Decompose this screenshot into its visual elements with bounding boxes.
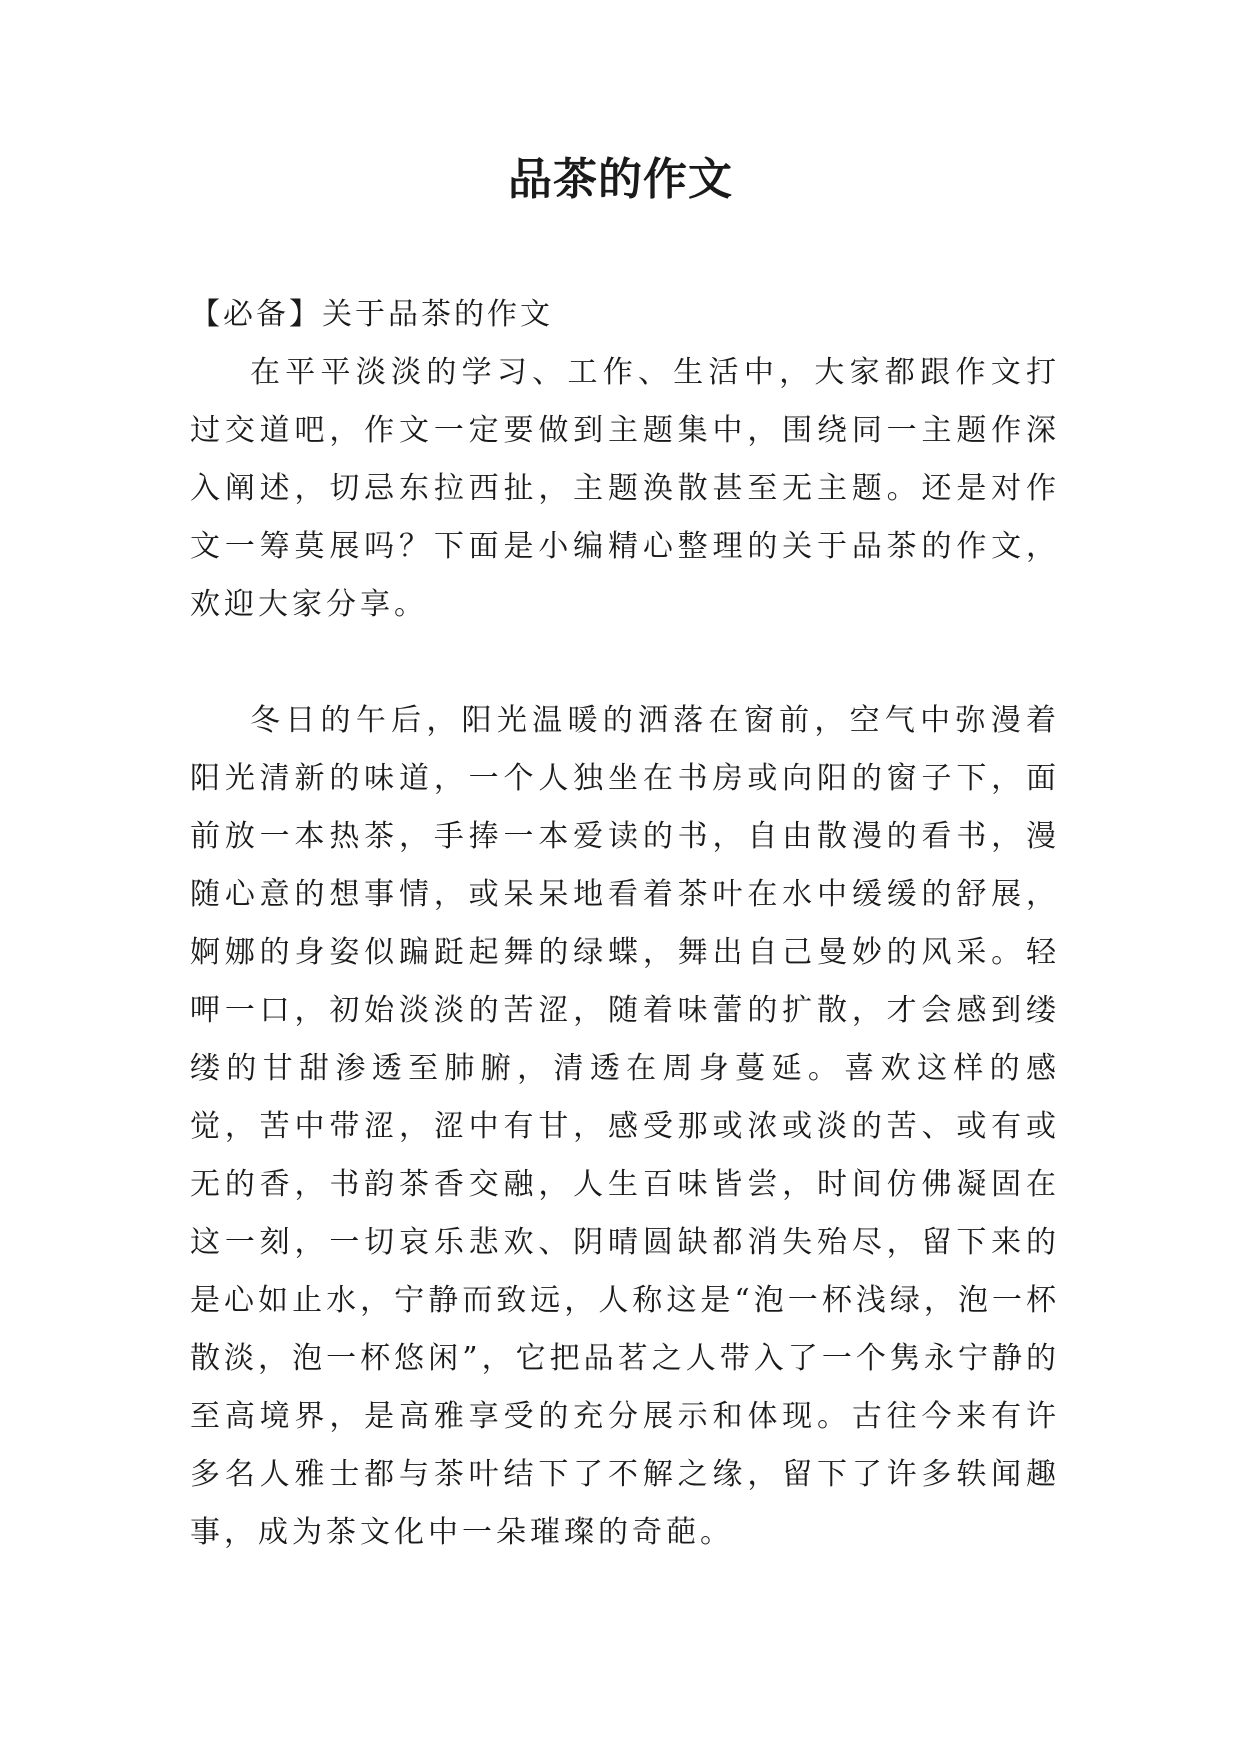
document-content — [190, 286, 1060, 1562]
document-subtitle: 【必备】关于品茶的作文 — [190, 297, 553, 332]
intro-paragraph: 在平平淡淡的学习、工作、生活中，大家都跟作文打过交道吧，作文一定要做到主题集中，围绕同一主题作深入阐述，切忌东拉西扯，主题涣散甚至无主题。还是对作文一筹莫展吗？下面是小编精心整理的关于品茶的作文，欢迎大家分享。 — [190, 355, 1060, 622]
document-title: 品茶的作文 — [508, 154, 733, 205]
paragraph-spacer — [190, 634, 1060, 692]
body-paragraph: 冬日的午后，阳光温暖的洒落在窗前，空气中弥漫着阳光清新的味道，一个人独坐在书房或向阳的窗子下，面前放一本热茶，手捧一本爱读的书，自由散漫的看书，漫随心意的想事情，或呆呆地看着茶叶在水中缓缓的舒展，婀娜的身姿似蹁跹起舞的绿蝶，舞出自己曼妙的风采。轻呷一口，初始淡淡的苦涩，随着味蕾的扩散，才会感到缕缕的甘甜渗透至肺腑，清透在周身蔓延。喜欢这样的感觉，苦中带涩，涩中有甘，感受那或浓或淡的苦、或有或无的香，书韵茶香交融，人生百味皆尝，时间仿佛凝固在这一刻，一切哀乐悲欢、阴晴圆缺都消失殆尽，留下来的是心如止水，宁静而致远，人称这是“泡一杯浅绿，泡一杯散淡，泡一杯悠闲”，它把品茗之人带入了一个隽永宁静的至高境界，是高雅享受的充分展示和体现。古往今来有许多名人雅士都与茶叶结下了不解之缘，留下了许多轶闻趣事，成为茶文化中一朵璀璨的奇葩。 — [190, 703, 1060, 1550]
